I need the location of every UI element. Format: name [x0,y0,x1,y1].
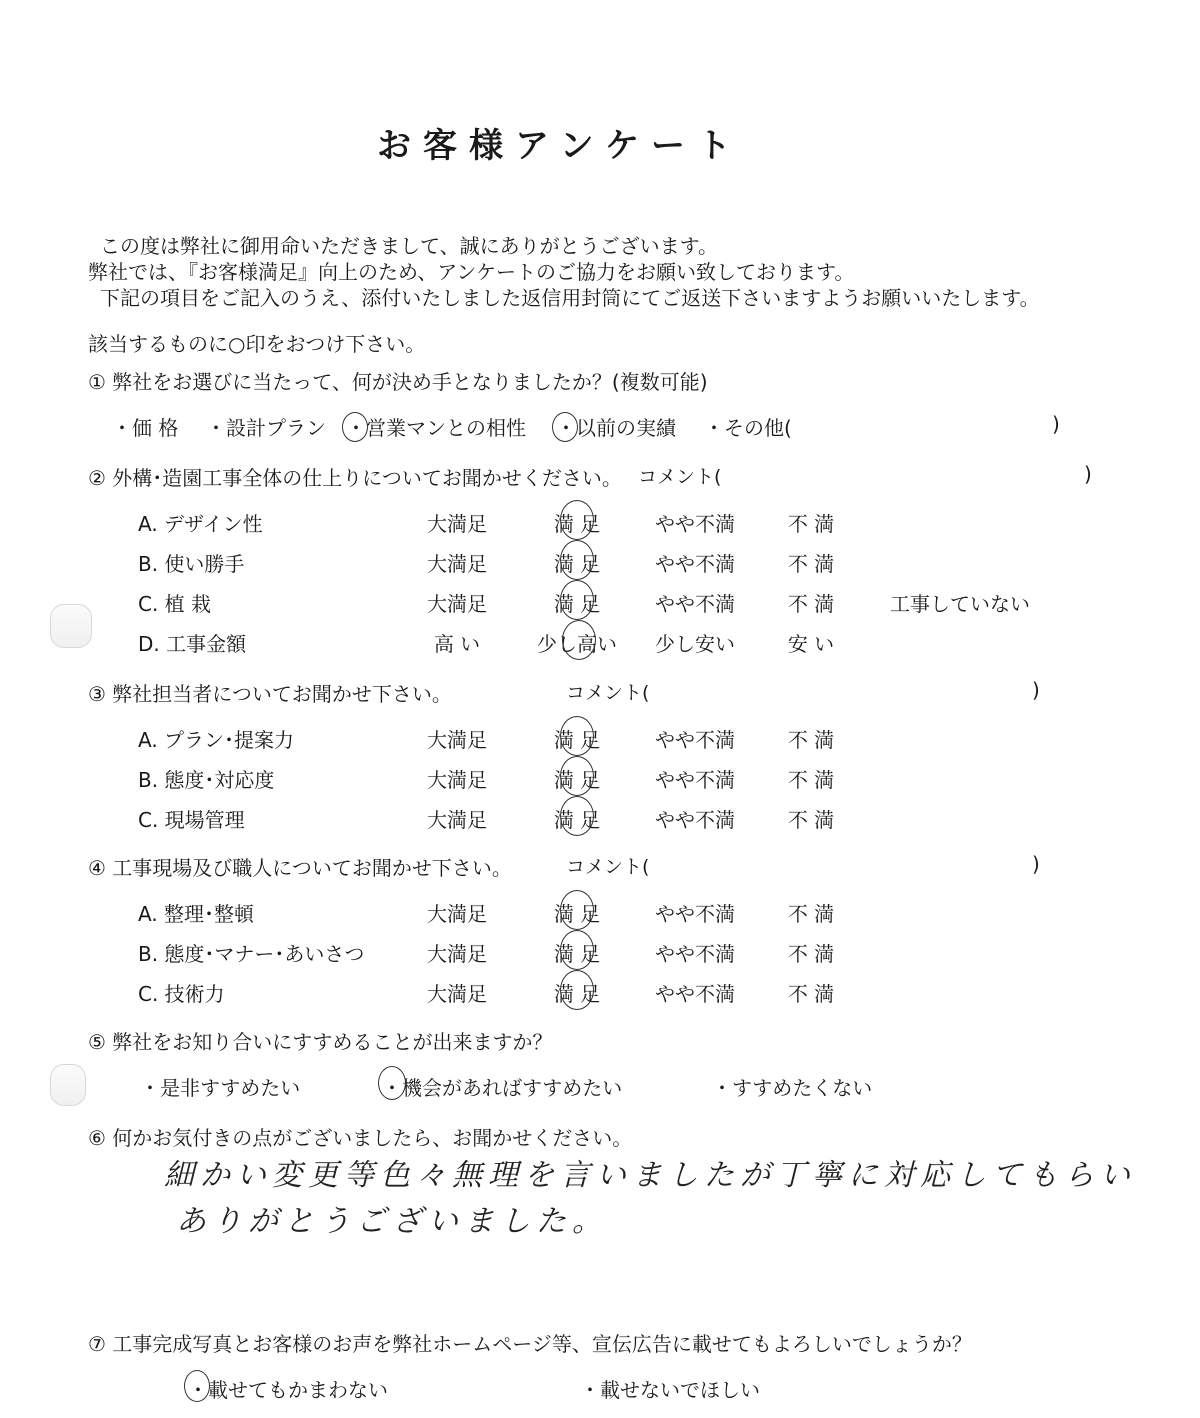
q2-question: ② 外構･造園工事全体の仕上りについてお聞かせください。 [88,466,622,490]
q1-option-salesperson[interactable]: ・営業マンとの相性 [346,416,526,440]
q4-row-opt[interactable]: 不 満 [787,902,835,926]
q3-row-label: B. 態度･対応度 [138,768,275,792]
q1-other-close: ) [1052,412,1060,436]
q2-row-selected-mark [560,540,594,580]
q4-row-opt[interactable]: 大満足 [427,942,487,966]
q5-question: ⑤ 弊社をお知り合いにすすめることが出来ますか？ [88,1030,553,1054]
q4-row-label: A. 整理･整頓 [138,902,255,926]
q7-selected-mark [184,1370,210,1402]
q1-question: ① 弊社をお選びに当たって、何が決め手となりましたか？(複数可能) [88,370,708,394]
q2-comment-close: ) [1084,462,1092,486]
q2-row-selected-mark [560,500,594,540]
q2-row-opt[interactable]: 不 満 [787,552,835,576]
q6-answer-line-1: 細かい変更等色々無理を言いましたが丁寧に対応してもらい [164,1158,1136,1193]
q1-selected-mark-1 [342,412,368,442]
q7-option-ok[interactable]: ・載せてもかまわない [188,1378,388,1402]
q2-row-label: B. 使い勝手 [138,552,245,576]
intro-line-2: 弊社では、『お客様満足』向上のため、アンケートのご協力をお願い致しております。 [88,260,855,284]
q2-row-extra-option[interactable]: 工事していない [890,592,1030,616]
q2-row-opt[interactable]: やや不満 [655,512,735,536]
q2-row-opt[interactable]: 不 満 [787,592,835,616]
q3-row-opt[interactable]: やや不満 [655,808,735,832]
q2-comment-label: コメント( [638,466,722,488]
q5-option-if-chance[interactable]: ・機会があればすすめたい [382,1076,623,1100]
q4-row-opt[interactable]: やや不満 [655,942,735,966]
q3-row-opt[interactable]: 満 足 [553,768,601,792]
q3-row-selected-mark [560,756,594,796]
q3-comment-label: コメント( [566,682,650,704]
q3-row-opt[interactable]: 不 満 [787,768,835,792]
intro-line-3: 下記の項目をご記入のうえ、添付いたしました返信用封筒にてご返送下さいますようお願いいたします。 [100,286,1040,310]
q2-row-opt[interactable]: 満 足 [553,592,601,616]
q4-row-opt[interactable]: 満 足 [553,902,601,926]
q4-row-label: B. 態度･マナー･あいさつ [138,942,365,966]
q4-question: ④ 工事現場及び職人についてお聞かせ下さい。 [88,856,512,880]
q7-option-not-ok[interactable]: ・載せないでほしい [580,1378,760,1402]
q2-row-label: A. デザイン性 [138,512,263,536]
q2-row-opt[interactable]: 高 い [433,632,481,656]
q2-row-selected-mark [562,620,596,660]
q3-question: ③ 弊社担当者についてお聞かせ下さい。 [88,682,452,706]
q4-comment-close: ) [1032,852,1040,876]
q3-row-label: C. 現場管理 [138,808,245,832]
q4-row-opt[interactable]: やや不満 [655,902,735,926]
q1-option-design-plan[interactable]: ・設計プラン [206,416,326,440]
q4-row-opt[interactable]: 満 足 [553,942,601,966]
q3-row-selected-mark [560,796,594,836]
punch-hole-top [50,604,92,648]
q3-row-opt[interactable]: 満 足 [553,728,601,752]
q3-row-opt[interactable]: やや不満 [655,728,735,752]
q4-row-opt[interactable]: 大満足 [427,982,487,1006]
intro-line-1: この度は弊社に御用命いただきまして、誠にありがとうございます。 [100,234,718,258]
q4-comment-label: コメント( [566,856,650,878]
q1-option-price[interactable]: ・価 格 [112,416,179,440]
q2-row-opt[interactable]: 大満足 [427,592,487,616]
q2-row-opt[interactable]: やや不満 [655,592,735,616]
q3-row-opt[interactable]: 不 満 [787,808,835,832]
q5-selected-mark [378,1066,406,1100]
q2-row-opt[interactable]: 大満足 [427,552,487,576]
page-title: お客様アンケート [377,126,743,166]
q3-row-opt[interactable]: 大満足 [427,808,487,832]
q5-option-not[interactable]: ・すすめたくない [712,1076,873,1100]
q6-answer-line-2: ありがとうございました。 [176,1204,608,1239]
q4-row-selected-mark [560,890,594,930]
q2-row-opt[interactable]: 満 足 [553,552,601,576]
q3-row-selected-mark [560,716,594,756]
q5-option-definitely[interactable]: ・是非すすめたい [140,1076,301,1100]
q4-row-label: C. 技術力 [138,982,225,1006]
q2-row-opt[interactable]: 少し高い [537,632,617,656]
q2-row-label: D. 工事金額 [138,632,247,656]
q2-row-opt[interactable]: 不 満 [787,512,835,536]
q4-row-selected-mark [560,930,594,970]
q3-comment-close: ) [1032,678,1040,702]
q4-row-selected-mark [560,970,594,1010]
q4-row-opt[interactable]: 不 満 [787,942,835,966]
q4-row-opt[interactable]: 不 満 [787,982,835,1006]
instruction: 該当するものに○印をおつけ下さい。 [88,332,426,356]
q3-row-opt[interactable]: 大満足 [427,768,487,792]
q3-row-opt[interactable]: 大満足 [427,728,487,752]
q4-row-opt[interactable]: 大満足 [427,902,487,926]
q2-row-selected-mark [560,580,594,620]
q1-option-past-record[interactable]: ・以前の実績 [556,416,676,440]
q1-selected-mark-2 [552,412,578,442]
q3-row-opt[interactable]: 満 足 [553,808,601,832]
q3-row-label: A. プラン･提案力 [138,728,295,752]
q2-row-opt[interactable]: 満 足 [553,512,601,536]
q6-question: ⑥ 何かお気付きの点がございましたら、お聞かせください。 [88,1126,633,1150]
q4-row-opt[interactable]: 満 足 [553,982,601,1006]
q3-row-opt[interactable]: やや不満 [655,768,735,792]
q1-option-other[interactable]: ・その他( [704,416,792,440]
q7-question: ⑦ 工事完成写真とお客様のお声を弊社ホームページ等、宣伝広告に載せてもよろしいでしょうか？ [88,1332,972,1356]
q2-row-opt[interactable]: やや不満 [655,552,735,576]
q2-row-opt[interactable]: 安 い [787,632,835,656]
q3-row-opt[interactable]: 不 満 [787,728,835,752]
q2-row-opt[interactable]: 少し安い [655,632,735,656]
q4-row-opt[interactable]: やや不満 [655,982,735,1006]
q2-row-label: C. 植 栽 [138,592,212,616]
q2-row-opt[interactable]: 大満足 [427,512,487,536]
punch-hole-bottom [50,1064,86,1106]
